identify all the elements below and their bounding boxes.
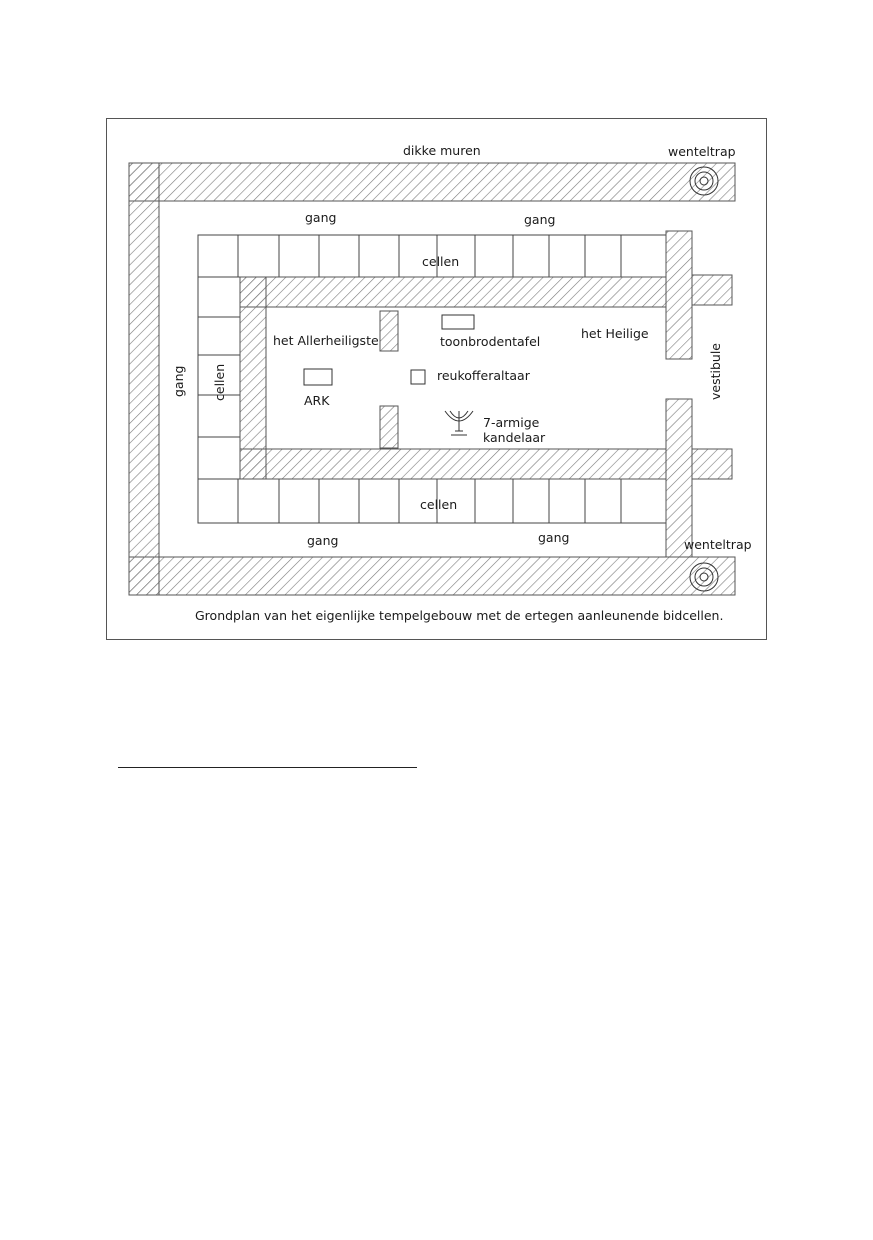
outer-wall-top bbox=[129, 163, 735, 201]
label-ark: ARK bbox=[304, 393, 330, 408]
label-corridor-left: gang bbox=[171, 365, 186, 397]
label-menorah-line2: kandelaar bbox=[483, 430, 546, 445]
label-cells-bottom: cellen bbox=[420, 497, 458, 512]
label-menorah-line1: 7-armige bbox=[483, 415, 540, 430]
label-spiral-stair-top: wenteltrap bbox=[668, 144, 736, 159]
partition-wall-lower bbox=[380, 406, 398, 448]
sanctuary-wall-bottom bbox=[240, 449, 666, 479]
showbread-table-icon bbox=[442, 315, 474, 329]
vestibule-pillar-top bbox=[666, 231, 692, 359]
outer-wall-bottom bbox=[129, 557, 735, 595]
figure-caption: Grondplan van het eigenlijke tempelgebouw met de ertegen aanleunende bidcellen. bbox=[195, 608, 724, 623]
label-holy-place: het Heilige bbox=[581, 326, 649, 341]
label-corridor-top-left: gang bbox=[305, 210, 337, 225]
floor-plan-figure bbox=[106, 118, 767, 640]
label-cells-left: cellen bbox=[212, 363, 227, 401]
incense-altar-icon bbox=[411, 370, 425, 384]
label-holy-of-holies: het Allerheiligste bbox=[273, 333, 379, 348]
temple-floor-plan bbox=[107, 119, 766, 639]
label-vestibule: vestibule bbox=[708, 343, 723, 400]
footnote-separator bbox=[118, 767, 417, 768]
label-spiral-stair-bottom: wenteltrap bbox=[684, 537, 752, 552]
ark-icon bbox=[304, 369, 332, 385]
menorah-icon bbox=[445, 411, 473, 435]
label-corridor-bottom-left: gang bbox=[307, 533, 339, 548]
sanctuary-wall-top bbox=[240, 277, 666, 307]
label-cells-top: cellen bbox=[422, 254, 460, 269]
label-thick-walls: dikke muren bbox=[403, 143, 481, 158]
label-corridor-top-right: gang bbox=[524, 212, 556, 227]
vestibule-stub-top bbox=[692, 275, 732, 305]
sanctuary-wall-left bbox=[240, 277, 266, 479]
vestibule-stub-bottom bbox=[692, 449, 732, 479]
vestibule-pillar-bottom bbox=[666, 399, 692, 557]
partition-wall-upper bbox=[380, 311, 398, 351]
label-incense-altar: reukofferaltaar bbox=[437, 368, 530, 383]
label-corridor-bottom-right: gang bbox=[538, 530, 570, 545]
label-showbread-table: toonbrodentafel bbox=[440, 334, 541, 349]
outer-wall-left bbox=[129, 163, 159, 595]
